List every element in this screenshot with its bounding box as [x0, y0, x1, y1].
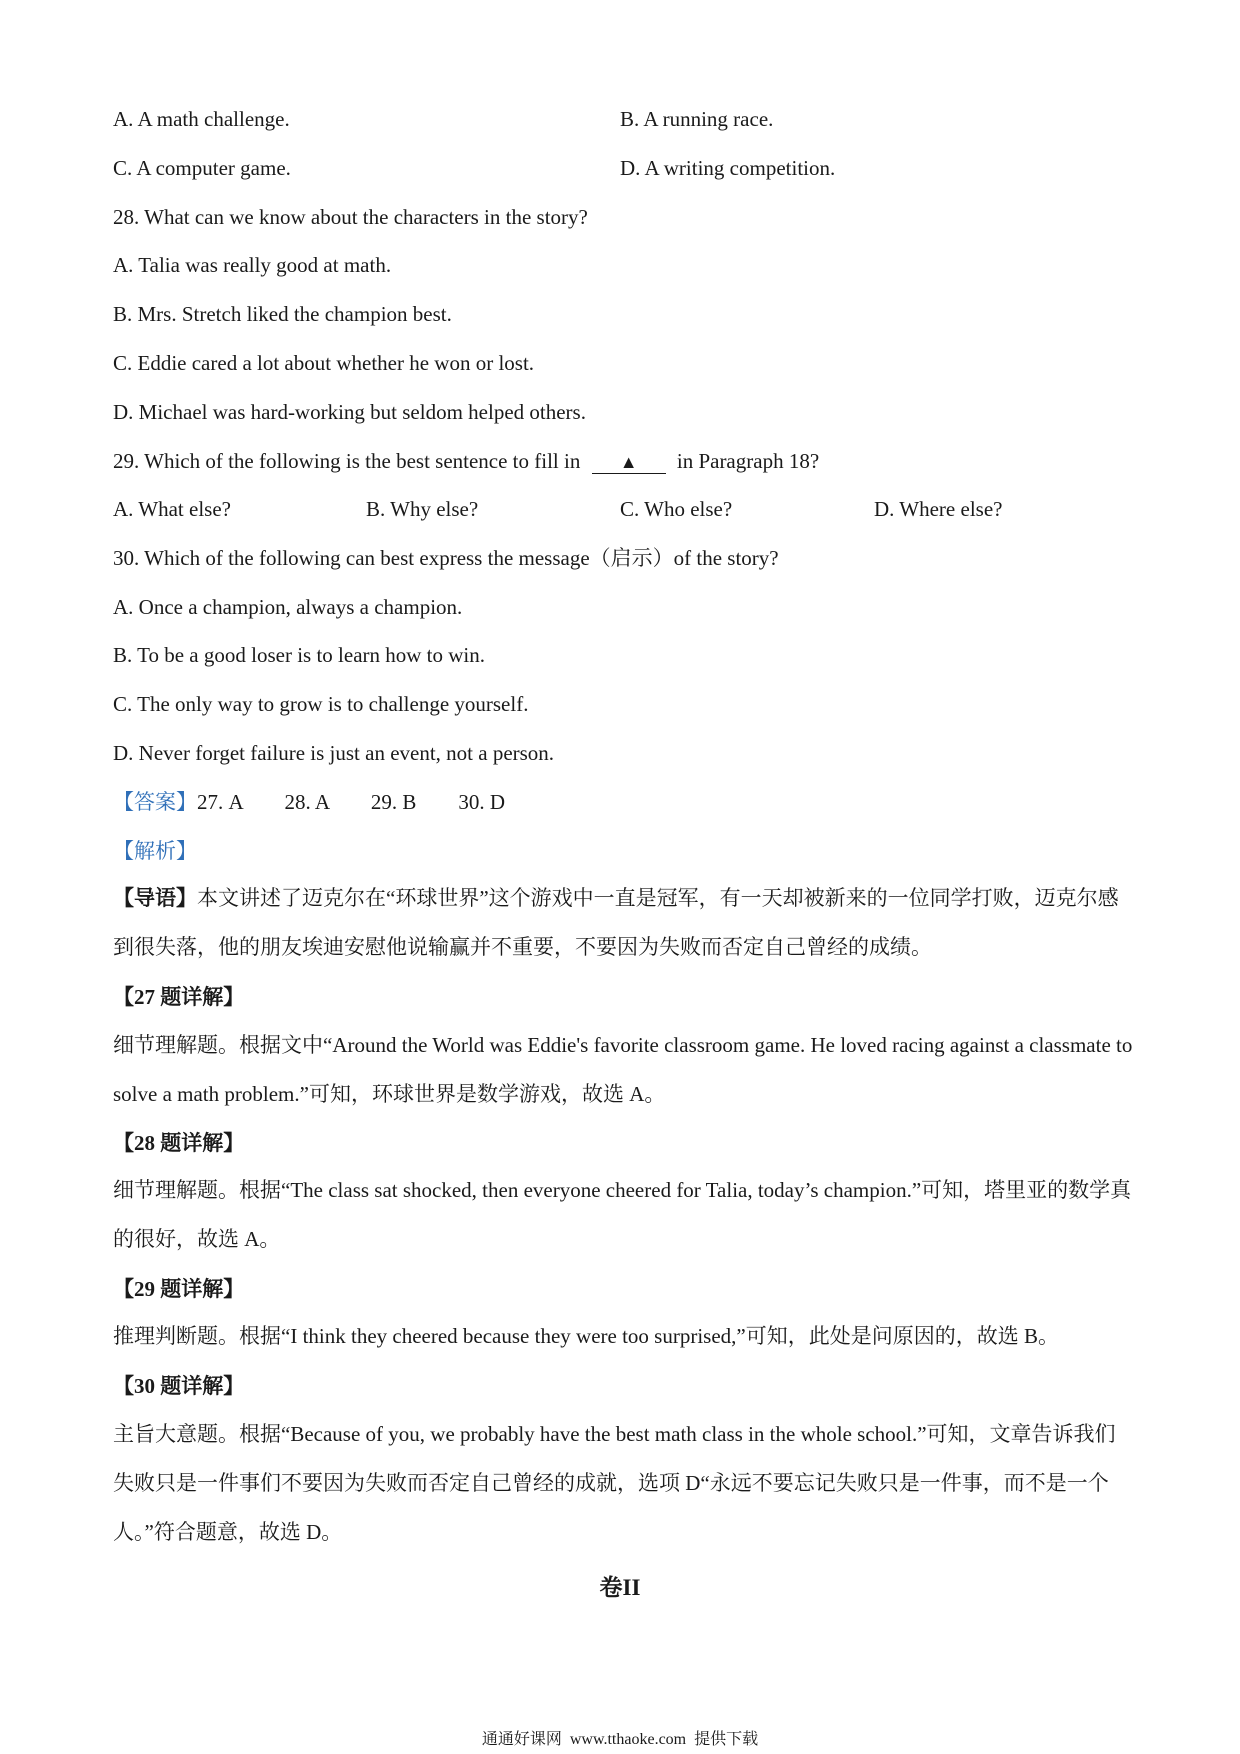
q28-option-d: D. Michael was hard-working but seldom helped others.: [113, 400, 586, 424]
q28-stem: 28. What can we know about the characters in the story?: [113, 205, 588, 229]
q30-stem: 30. Which of the following can best express the message（启示）of the story?: [113, 546, 779, 570]
answer-label: 【答案】: [113, 790, 197, 814]
triangle-icon: ▲: [619, 452, 638, 472]
q29-stem-before: 29. Which of the following is the best sentence to fill in: [113, 449, 581, 473]
q30-option-a: A. Once a champion, always a champion.: [113, 595, 463, 619]
intro-label: 【导语】: [113, 886, 197, 910]
q30-option-d: D. Never forget failure is just an event, not a person.: [113, 741, 555, 765]
detail-30-text: 主旨大意题。根据“Because of you, we probably have the best math class in the whole school.”可知，文章告诉我们失败只是一件事们不要因为失败而否定自己曾经的成就，选项 D“永远不要忘记失败只是一件事，而不是一个人。”符合题意，故选 D。: [113, 1422, 1116, 1544]
q29-stem-after: in Paragraph 18?: [676, 449, 820, 473]
intro-paragraph: [113, 874, 1133, 972]
q27-option-a: A. A math challenge.: [113, 107, 290, 131]
answer-text: 27. A 28. A 29. B 30. D: [197, 790, 506, 814]
q29-option-d: D. Where else?: [874, 497, 1003, 521]
q29-option-b: B. Why else?: [366, 497, 479, 521]
detail-28-text: 细节理解题。根据“The class sat shocked, then everyone cheered for Talia, today’s champion.”可知，塔里亚的数学真的很好，故选 A。: [113, 1178, 1132, 1251]
q28-option-a: A. Talia was really good at math.: [113, 253, 392, 277]
q28-option-b: B. Mrs. Stretch liked the champion best.: [113, 302, 452, 326]
detail-27-label: 【27 题详解】: [113, 985, 245, 1009]
footer-text: 通通好课网 www.tthaoke.com 提供下载: [481, 1731, 759, 1748]
detail-28-label: 【28 题详解】: [113, 1131, 245, 1155]
analysis-label: 【解析】: [113, 839, 197, 863]
q29-option-a: A. What else?: [113, 497, 231, 521]
answer-line: [113, 788, 505, 816]
q27-option-b: B. A running race.: [620, 107, 774, 131]
q30-option-c: C. The only way to grow is to challenge yourself.: [113, 692, 529, 716]
q29-stem: [113, 447, 819, 475]
detail-30-label: 【30 题详解】: [113, 1374, 245, 1398]
q29-option-c: C. Who else?: [620, 497, 733, 521]
q29-blank: [592, 451, 666, 474]
detail-29-text: 推理判断题。根据“I think they cheered because they were too surprised,”可知，此处是问原因的，故选 B。: [113, 1324, 1059, 1348]
q27-option-d: D. A writing competition.: [620, 156, 836, 180]
q27-option-c: C. A computer game.: [113, 156, 291, 180]
q30-option-b: B. To be a good loser is to learn how to win.: [113, 643, 486, 667]
detail-27-text: 细节理解题。根据文中“Around the World was Eddie's favorite classroom game. He loved racing against a classmate to solve a math problem.”可知，环球世界是数学游戏，故选 A。: [113, 1033, 1133, 1106]
q28-option-c: C. Eddie cared a lot about whether he won or lost.: [113, 351, 535, 375]
intro-text: 本文讲述了迈克尔在“环球世界”这个游戏中一直是冠军，有一天却被新来的一位同学打败，迈克尔感到很失落，他的朋友埃迪安慰他说输赢并不重要，不要因为失败而否定自己曾经的成绩。: [113, 886, 1119, 959]
section-title: 卷II: [599, 1575, 641, 1600]
detail-29-label: 【29 题详解】: [113, 1277, 245, 1301]
